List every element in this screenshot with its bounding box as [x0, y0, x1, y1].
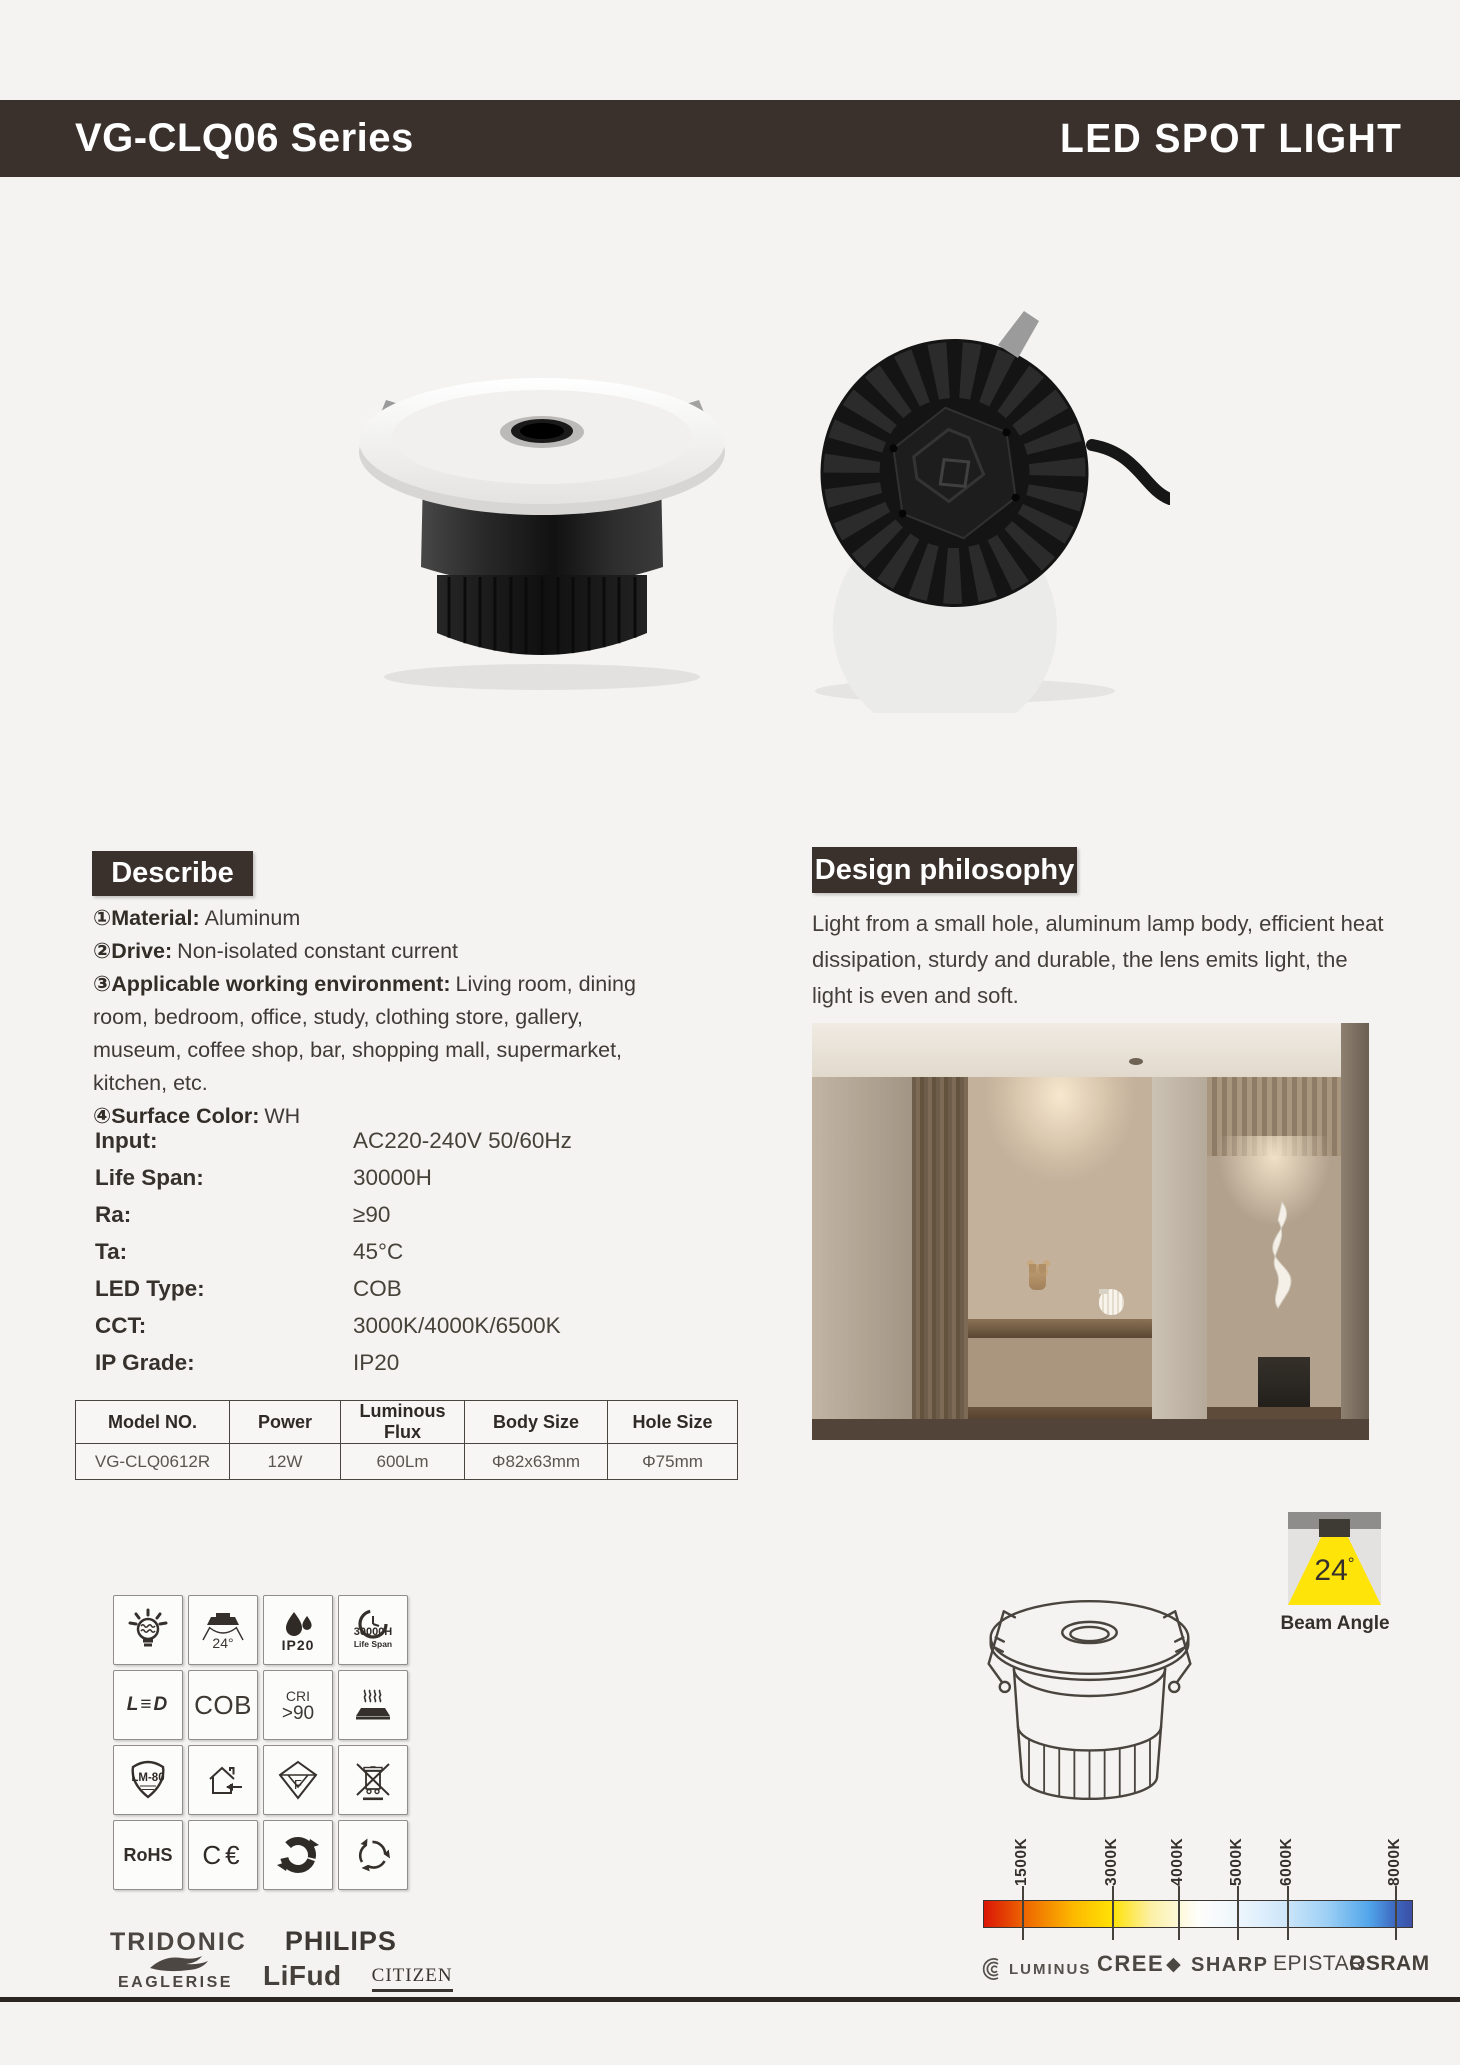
cri-line2: >90 — [281, 1703, 315, 1724]
beam-angle-label: Beam Angle — [1280, 1613, 1390, 1634]
spec-value: 3000K/4000K/6500K — [353, 1312, 561, 1338]
room-ceiling — [812, 1023, 1369, 1077]
cct-tick — [1395, 1886, 1397, 1940]
beam-angle-number: 24 — [1314, 1554, 1348, 1587]
cree-logo — [1097, 1951, 1182, 1977]
cct-tick — [1112, 1886, 1114, 1940]
series-title: VG-CLQ06 Series — [75, 116, 414, 160]
design-philosophy-heading — [812, 847, 1077, 893]
luminus-text: LUMINUS — [1009, 1960, 1092, 1978]
lm80-icon — [113, 1745, 183, 1815]
item-text: Aluminum — [204, 906, 301, 930]
svg-text:30000H: 30000H — [353, 1626, 393, 1638]
item-marker: ① — [93, 906, 112, 930]
tridonic-logo: TRIDONIC — [110, 1928, 247, 1956]
spec-label: Input: — [95, 1127, 158, 1153]
citizen-logo: CITIZEN — [372, 1965, 453, 1992]
cell-model: VG-CLQ0612R — [76, 1444, 230, 1480]
lifespan-icon — [338, 1595, 408, 1665]
spec-row — [95, 1122, 635, 1159]
col-power: Power — [230, 1401, 341, 1444]
room-wood-column — [912, 1044, 968, 1440]
cri-icon-text — [282, 1687, 314, 1723]
spec-row — [95, 1159, 635, 1196]
spec-row — [95, 1344, 635, 1381]
spiral-sculpture — [1260, 1198, 1300, 1316]
f-mark-icon — [263, 1745, 333, 1815]
philips-logo: PHILIPS — [284, 1926, 397, 1956]
eagle-icon — [144, 1952, 216, 1972]
spec-value: COB — [353, 1275, 402, 1301]
item-marker: ② — [93, 939, 112, 963]
svg-text:Life Span: Life Span — [353, 1639, 393, 1649]
cct-tick-label: 5000K — [1228, 1837, 1245, 1886]
product-photo-back — [740, 293, 1170, 713]
led-icon-text: L≡D — [126, 1694, 170, 1715]
item-marker: ③ — [93, 972, 112, 996]
cob-icon-text: COB — [194, 1689, 252, 1720]
downlight-fixture — [1319, 1519, 1350, 1537]
cell-power: 12W — [230, 1444, 341, 1480]
sculpture-pedestal — [1258, 1357, 1310, 1410]
cree-diamond-icon: ◆ — [1166, 1953, 1183, 1975]
indoor-use-icon — [188, 1745, 258, 1815]
led-icon — [113, 1670, 183, 1740]
cct-tick-label: 1500K — [1013, 1837, 1030, 1886]
cell-flux: 600Lm — [341, 1444, 465, 1480]
cct-gradient-bar — [983, 1900, 1413, 1928]
svg-text:24°: 24° — [212, 1635, 234, 1651]
color-temperature-scale — [983, 1838, 1413, 1938]
cct-tick — [1287, 1886, 1289, 1940]
cct-tick-label: 8000K — [1386, 1837, 1403, 1886]
product-photo-front — [345, 325, 740, 700]
spec-row — [95, 1196, 635, 1233]
col-model: Model NO. — [76, 1401, 230, 1444]
heatsink-icon — [338, 1670, 408, 1740]
product-title: LED SPOT LIGHT — [1059, 115, 1402, 161]
cct-tick — [1022, 1886, 1024, 1940]
spec-row — [95, 1233, 635, 1270]
spec-label: IP Grade: — [95, 1349, 195, 1375]
cct-tick-label: 3000K — [1103, 1837, 1120, 1886]
product-line-drawing — [972, 1575, 1207, 1817]
cell-body-size: Φ82x63mm — [465, 1444, 608, 1480]
luminus-logo — [981, 1958, 1091, 1980]
recycle-icon — [338, 1820, 408, 1890]
beam-angle-diagram — [1288, 1512, 1381, 1605]
table-header-row — [76, 1401, 738, 1444]
describe-item — [93, 902, 668, 935]
cri-icon — [263, 1670, 333, 1740]
room-photo — [812, 1023, 1369, 1440]
weee-bin-icon — [338, 1745, 408, 1815]
room-shelf — [968, 1319, 1152, 1338]
beam-angle-value — [1288, 1554, 1381, 1588]
ce-icon-text: C€ — [202, 1839, 244, 1870]
item-text: Non-isolated constant current — [177, 939, 459, 963]
item-text: WH — [264, 1104, 301, 1128]
col-body-size: Body Size — [465, 1401, 608, 1444]
spec-label: Life Span: — [95, 1164, 204, 1190]
item-label: Material: — [111, 906, 200, 930]
cct-tick — [1178, 1886, 1180, 1940]
item-text: Living room, dining room, bedroom, office, study, clothing store, gallery, museum, coffee shop, bar, shopping mall, supermarket, kitchen, etc. — [93, 972, 636, 1095]
svg-text:LM-80: LM-80 — [131, 1772, 165, 1784]
bear-figurine — [1029, 1264, 1051, 1322]
luminus-swirl-icon — [981, 1958, 1005, 1980]
spec-label: Ra: — [95, 1201, 132, 1227]
cct-tick — [1237, 1886, 1239, 1940]
osram-logo: OSRAM — [1349, 1952, 1430, 1975]
describe-item — [93, 968, 668, 1100]
item-label: Surface Color: — [111, 1104, 260, 1128]
cell-hole-size: Φ75mm — [608, 1444, 738, 1480]
bulb-icon — [113, 1595, 183, 1665]
spec-value: AC220-240V 50/60Hz — [353, 1127, 572, 1153]
spec-row — [95, 1270, 635, 1307]
page-bottom-rule — [0, 1997, 1460, 2002]
room-wall-edge — [1341, 1023, 1369, 1440]
certification-icon-grid — [113, 1595, 408, 1890]
rohs-icon-text: RoHS — [123, 1844, 173, 1865]
table-lamp — [1099, 1289, 1124, 1322]
col-hole-size: Hole Size — [608, 1401, 738, 1444]
describe-heading — [92, 851, 253, 896]
item-label: Drive: — [111, 939, 173, 963]
eaglerise-text: EAGLERISE — [118, 1974, 233, 1991]
room-spotlight-glow — [968, 1065, 1152, 1324]
col-flux: Luminous Flux — [341, 1401, 465, 1444]
cct-tick-label: 6000K — [1278, 1837, 1295, 1886]
design-philosophy-text: Light from a small hole, aluminum lamp body, efficient heat dissipation, sturdy and durable, the lens emits light, the light is even and soft. — [812, 911, 1384, 1008]
spec-label: CCT: — [95, 1312, 147, 1338]
spec-label: LED Type: — [95, 1275, 205, 1301]
beam-angle-icon — [188, 1595, 258, 1665]
spec-row — [95, 1307, 635, 1344]
table-row — [76, 1444, 738, 1480]
cct-tick-label: 4000K — [1169, 1837, 1186, 1886]
cob-icon — [188, 1670, 258, 1740]
room-wall-left — [812, 1073, 912, 1440]
header-bar — [0, 100, 1460, 177]
degree-symbol: ° — [1347, 1554, 1355, 1573]
cri-line1: CRI — [285, 1688, 311, 1704]
describe-heading-text: Describe — [111, 857, 234, 889]
lifud-logo: LiFud — [262, 1960, 342, 1991]
item-marker: ④ — [93, 1104, 112, 1128]
design-heading-text: Design philosophy — [814, 853, 1075, 886]
cree-text: CREE — [1097, 1951, 1165, 1976]
spec-value: ≥90 — [353, 1201, 391, 1227]
spec-label: Ta: — [95, 1238, 128, 1264]
room-floor-strip — [812, 1419, 1369, 1440]
model-table — [75, 1400, 738, 1480]
epistar-logo: EPISTAR — [1273, 1952, 1365, 1975]
spec-list — [95, 1122, 635, 1381]
room-wall-mid — [1152, 1073, 1208, 1440]
spec-value: IP20 — [353, 1349, 400, 1375]
describe-item — [93, 935, 668, 968]
sharp-logo: SHARP — [1191, 1954, 1269, 1976]
spec-value: 30000H — [353, 1164, 432, 1190]
svg-text:IP20: IP20 — [281, 1637, 315, 1653]
green-dot-icon — [263, 1820, 333, 1890]
describe-list — [93, 902, 668, 1133]
ip20-icon — [263, 1595, 333, 1665]
rohs-icon — [113, 1820, 183, 1890]
driver-brands-row2 — [118, 1952, 453, 1992]
svg-text:F: F — [294, 1777, 302, 1792]
spec-value: 45°C — [353, 1238, 404, 1264]
item-label: Applicable working environment: — [111, 972, 451, 996]
ce-icon — [188, 1820, 258, 1890]
eaglerise-logo — [118, 1952, 233, 1992]
